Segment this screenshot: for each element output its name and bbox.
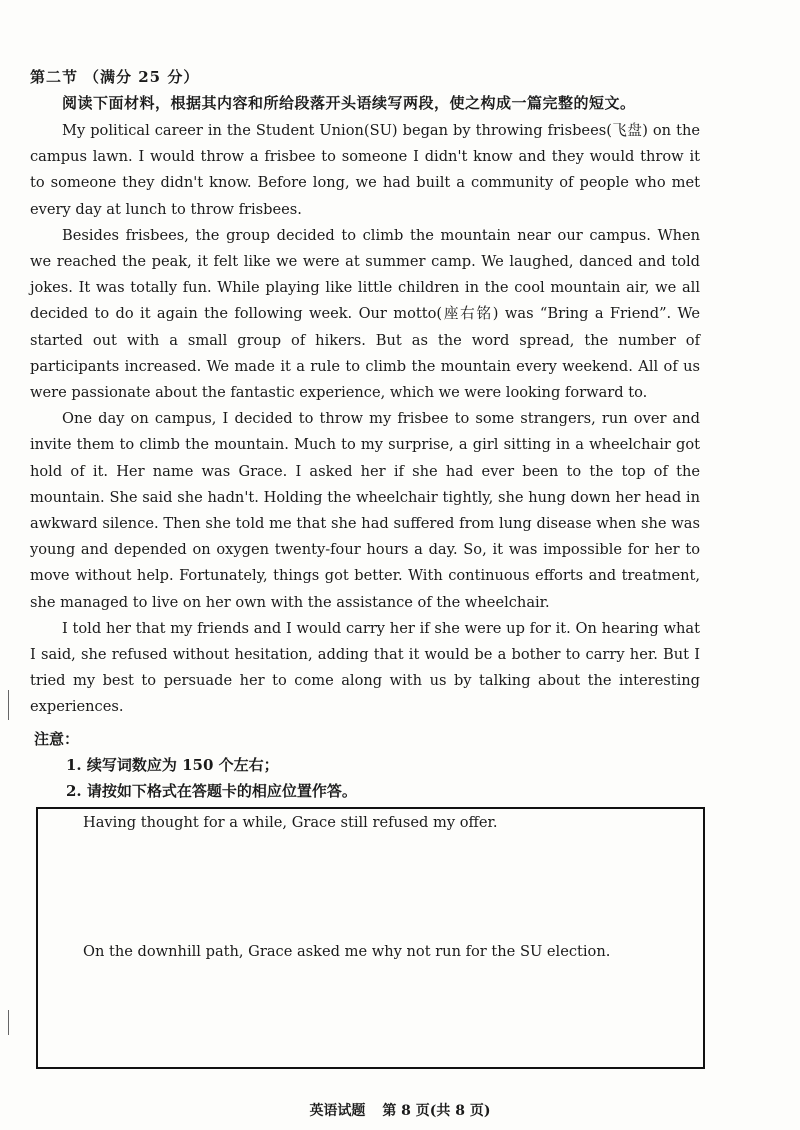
section-heading [30, 66, 199, 87]
passage-paragraph: One day on campus, I decided to throw my frisbee to some strangers, run over and invite them to climb the mountain. Much to my surprise, a girl sitting in a wheelchair got hold of it. Her name was Grace. I asked her if she had ever been to the top of the mountain. She said she hadn't. Holding the wheelchair tightly, she hung down her head in awkward silence. Then she told me that she had suffered from lung disease when she was young and depended on oxygen twenty-four hours a day. So, it was impossible for her to move without help. Fortunately, things got better. With continuous efforts and treatment, she managed to live on her own with the assistance of the wheelchair. [30, 410, 700, 611]
notes-title: 注意： [34, 730, 80, 748]
paragraph-1-opening: Having thought for a while, Grace still refused my offer. [83, 814, 498, 831]
answer-box [36, 807, 705, 1069]
task-instruction: 阅读下面材料，根据其内容和所给段落开头语续写两段，使之构成一篇完整的短文。 [62, 94, 636, 112]
section-score: （满分 25 分） [84, 68, 200, 86]
reading-passage [30, 118, 700, 721]
footer-page-number: 第 8 页(共 8 页) [382, 1103, 491, 1119]
page-footer [0, 1100, 800, 1120]
passage-paragraph: Besides frisbees, the group decided to climb the mountain near our campus. When we reached the peak, it felt like we were at summer camp. We laughed, danced and told jokes. It was totally fun. While playing like little children in the cool mountain air, we all decided to do it again the following week. Our motto(座右铭) was “Bring a Friend”. We started out with a small group of hikers. But as the word spread, the number of participants increased. We made it a rule to climb the mountain every weekend. All of us were passionate about the fantastic experience, which we were looking forward to. [30, 226, 700, 402]
passage-paragraph: My political career in the Student Union(SU) began by throwing frisbees(飞盘) on the campus lawn. I would throw a frisbee to someone I didn't know and they would throw it to someone they didn't know. Before long, we had built a community of people who met every day at lunch to throw frisbees. [30, 122, 700, 218]
note-item: 2. 请按如下格式在答题卡的相应位置作答。 [66, 782, 357, 800]
margin-mark [8, 1010, 9, 1035]
paragraph-2-opening: On the downhill path, Grace asked me why not run for the SU election. [83, 943, 611, 960]
footer-subject: 英语试题 [309, 1103, 366, 1119]
section-title: 第二节 [30, 68, 79, 86]
margin-mark [8, 690, 9, 720]
note-item: 1. 续写词数应为 150 个左右； [66, 756, 279, 774]
passage-paragraph: I told her that my friends and I would carry her if she were up for it. On hearing what I said, she refused without hesitation, adding that it would be a bother to carry her. But I tried my best to persuade her to come along with us by talking about the interesting experiences. [30, 619, 700, 716]
